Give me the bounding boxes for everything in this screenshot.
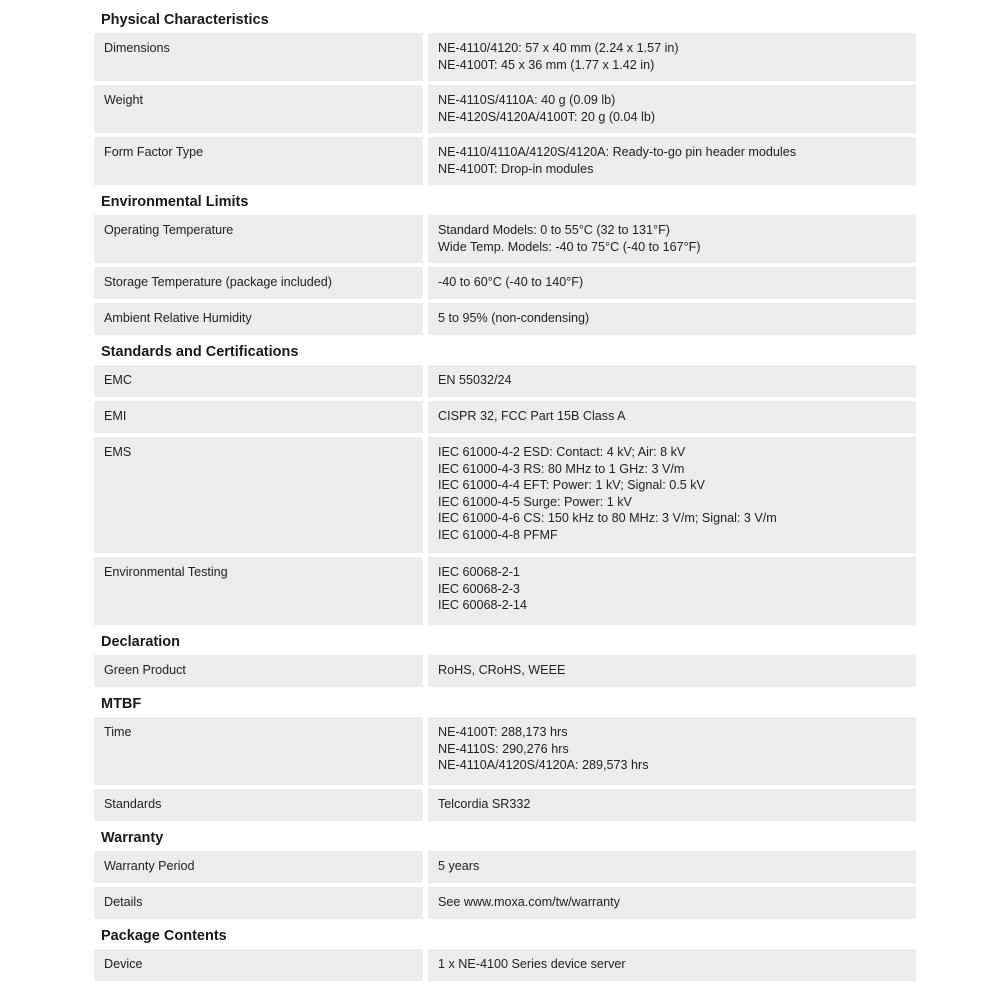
spec-label: Details [94,887,423,919]
spec-value-line: NE-4110S/4110A: 40 g (0.09 lb) [438,93,616,107]
spec-section [94,927,916,989]
spec-value [428,949,916,981]
section-title: Environmental Limits [101,194,249,210]
spec-value [428,33,916,81]
section-title: Package Contents [101,928,227,944]
spec-value-line: NE-4110A/4120S/4120A: 289,573 hrs [438,758,649,772]
spec-value-line: NE-4100T: Drop-in modules [438,161,594,176]
spec-value-line: IEC 61000-4-6 CS: 150 kHz to 80 MHz: 3 V/m; Signal: 3 V/m [438,511,777,525]
section-title: Declaration [101,634,180,650]
spec-value [428,137,916,185]
spec-value-line: IEC 61000-4-4 EFT: Power: 1 kV; Signal: 0.5 kV [438,478,705,492]
spec-row [94,215,916,263]
spec-value-line: IEC 61000-4-8 PFMF [438,527,558,542]
section-title: Standards and Certifications [101,344,299,360]
spec-section [94,829,916,927]
spec-value [428,851,916,883]
spec-value [428,437,916,553]
spec-section [94,695,916,829]
spec-value [428,267,916,299]
spec-label: Ambient Relative Humidity [94,303,423,335]
spec-value-line: NE-4100T: 288,173 hrs [438,725,568,739]
spec-value [428,789,916,821]
spec-label: Dimensions [94,33,423,81]
spec-label: Storage Temperature (package included) [94,267,423,299]
spec-row [94,401,916,433]
spec-value [428,303,916,335]
spec-label: EMI [94,401,423,433]
spec-value-line: IEC 61000-4-2 ESD: Contact: 4 kV; Air: 8 kV [438,445,686,459]
section-gap [94,985,916,989]
spec-value-line: CISPR 32, FCC Part 15B Class A [438,409,626,423]
spec-label: Time [94,717,423,785]
spec-value [428,655,916,687]
spec-sheet [94,11,916,989]
spec-label: Environmental Testing [94,557,423,625]
spec-label: Warranty Period [94,851,423,883]
spec-value-line: Telcordia SR332 [438,797,531,811]
spec-value-line: NE-4120S/4120A/4100T: 20 g (0.04 lb) [438,109,656,124]
spec-label: Green Product [94,655,423,687]
spec-row [94,557,916,625]
spec-value [428,215,916,263]
spec-value [428,85,916,133]
spec-value [428,887,916,919]
section-title: MTBF [101,696,142,712]
spec-value-line: See www.moxa.com/tw/warranty [438,895,620,909]
spec-value-line: IEC 60068-2-1 [438,565,520,579]
section-title: Warranty [101,830,164,846]
spec-row [94,267,916,299]
spec-section [94,193,916,343]
spec-value-line: NE-4100T: 45 x 36 mm (1.77 x 1.42 in) [438,57,655,72]
spec-row [94,851,916,883]
spec-row [94,949,916,981]
spec-row [94,437,916,553]
spec-value-line: IEC 61000-4-3 RS: 80 MHz to 1 GHz: 3 V/m [438,461,685,476]
spec-section [94,343,916,633]
spec-value-line: 5 years [438,859,480,873]
spec-row [94,85,916,133]
spec-value-line: Wide Temp. Models: -40 to 75°C (-40 to 167°F) [438,239,701,254]
spec-value-line: 5 to 95% (non-condensing) [438,311,590,325]
spec-label: EMC [94,365,423,397]
spec-label: Weight [94,85,423,133]
spec-section [94,633,916,695]
spec-value-line: 1 x NE-4100 Series device server [438,957,626,971]
spec-section [94,11,916,193]
spec-row [94,789,916,821]
spec-label: Form Factor Type [94,137,423,185]
section-title: Physical Characteristics [101,12,269,28]
spec-value [428,557,916,625]
spec-row [94,303,916,335]
spec-value-line: Standard Models: 0 to 55°C (32 to 131°F) [438,223,670,237]
spec-value-line: -40 to 60°C (-40 to 140°F) [438,275,584,289]
spec-row [94,365,916,397]
spec-row [94,655,916,687]
spec-value-line: NE-4110S: 290,276 hrs [438,741,569,756]
spec-row [94,137,916,185]
spec-row [94,887,916,919]
spec-value-line: IEC 60068-2-14 [438,598,527,612]
spec-value-line: EN 55032/24 [438,373,512,387]
spec-value [428,401,916,433]
spec-label: Operating Temperature [94,215,423,263]
spec-value [428,717,916,785]
spec-value-line: RoHS, CRoHS, WEEE [438,663,566,677]
spec-label: Device [94,949,423,981]
spec-value-line: NE-4110/4120: 57 x 40 mm (2.24 x 1.57 in) [438,41,679,55]
spec-value-line: NE-4110/4110A/4120S/4120A: Ready-to-go pin header modules [438,145,796,159]
spec-value [428,365,916,397]
spec-value-line: IEC 60068-2-3 [438,581,520,596]
spec-label: Standards [94,789,423,821]
spec-value-line: IEC 61000-4-5 Surge: Power: 1 kV [438,494,632,509]
spec-label: EMS [94,437,423,553]
spec-row [94,717,916,785]
spec-row [94,33,916,81]
